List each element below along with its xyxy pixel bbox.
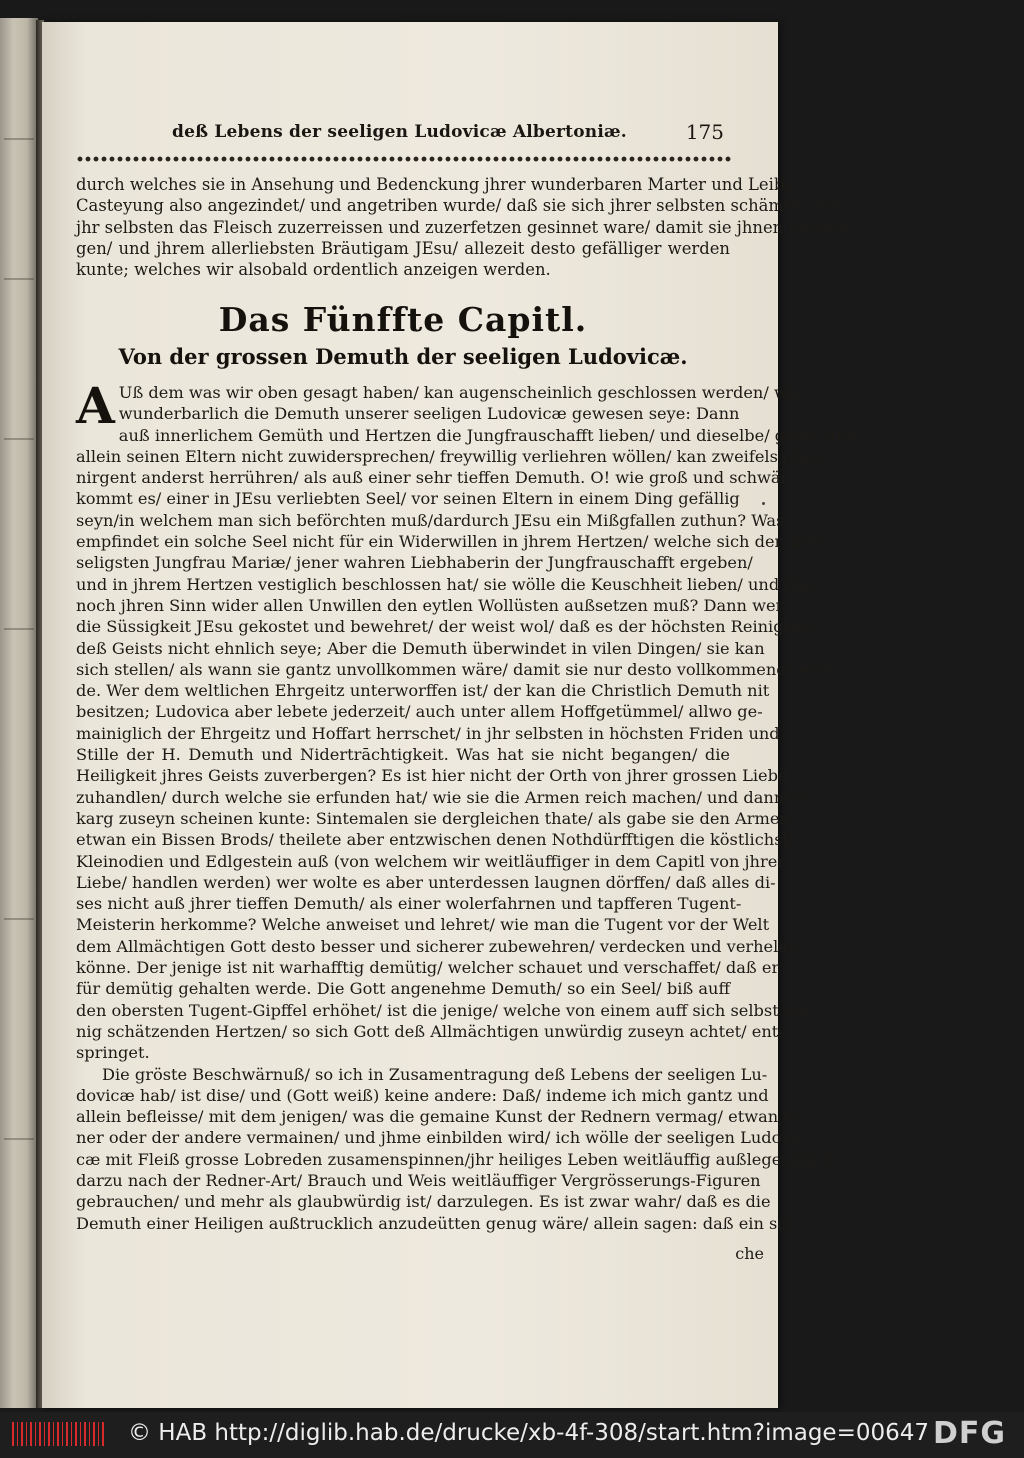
text-line: für demütig gehalten werde. Die Gott angenehme Demuth/ so ein Seel/ biß auff <box>76 979 730 999</box>
text-line: Heiligkeit jhres Geists zuverbergen? Es ist hier nicht der Orth von jhrer grossen Liebe <box>76 766 788 786</box>
text-line: allein befleisse/ mit dem jenigen/ was die gemaine Kunst der Rednern vermag/ etwan ei- <box>76 1107 804 1127</box>
text-line: besitzen; Ludovica aber lebete jederzeit/ auch unter allem Hoffgetümmel/ allwo ge- <box>76 702 763 722</box>
text-line: deß Geists nicht ehnlich seye; Aber die Demuth überwindet in vilen Dingen/ sie kan <box>76 638 765 658</box>
text-line: cæ mit Fleiß grosse Lobreden zusamenspinnen/jhr heiliges Leben weitläuffig außlegen/mich <box>76 1149 838 1169</box>
catchword: che <box>735 1244 764 1263</box>
barcode-icon <box>12 1422 104 1446</box>
text-line: den obersten Tugent-Gipffel erhöhet/ ist die jenige/ welche von einem auff sich selbst we- <box>76 1000 813 1020</box>
text-line: noch jhren Sinn wider allen Unwillen den eytlen Wollüsten außsetzen muß? Dann wer <box>76 595 784 615</box>
text-line: allein seinen Eltern nicht zuwidersprechen/ freywillig verliehren wöllen/ kan zweifels ohne <box>76 446 824 466</box>
text-line: zuhandlen/ durch welche sie erfunden hat/ wie sie die Armen reich machen/ und dannoch <box>76 787 814 807</box>
text-line: gen/ und jhrem allerliebsten Bräutigam JEsu/ allezeit desto gefälliger werden <box>76 238 730 258</box>
source-credit[interactable]: © HAB http://diglib.hab.de/drucke/xb-4f-308/start.htm?image=00647 <box>128 1420 930 1446</box>
page-number: 175 <box>685 120 724 144</box>
text-line: dovicæ hab/ ist dise/ und (Gott weiß) keine andere: Daß/ indeme ich mich gantz und <box>76 1085 769 1105</box>
text-line: darzu nach der Redner-Art/ Brauch und Weis weitläuffiger Vergrösserungs-Figuren <box>76 1170 761 1190</box>
text-line: auß innerlichem Gemüth und Hertzen die Jungfrauschafft lieben/ und dieselbe/ gantz und <box>118 425 857 445</box>
text-line: de. Wer dem weltlichen Ehrgeitz unterworffen ist/ der kan die Christlich Demuth nit <box>76 681 770 701</box>
intro-paragraph <box>76 174 856 280</box>
text-line: seligsten Jungfrau Mariæ/ jener wahren Liebhaberin der Jungfrauschafft ergeben/ <box>76 553 753 573</box>
text-line: Stille der H. Demuth und Nidertrāchtigkeit. Was hat sie nicht begangen/ die <box>76 745 730 765</box>
text-line: mainiglich der Ehrgeitz und Hoffart herrschet/ in jhr selbsten in höchsten Friden und <box>76 723 780 743</box>
drop-cap: A <box>76 376 115 435</box>
text-line: die Süssigkeit JEsu gekostet und bewehret/ der weist wol/ daß es der höchsten Reinigkeit <box>76 617 815 637</box>
text-line: kommt es/ einer in JEsu verliebten Seel/ vor seinen Eltern in einem Ding gefällig <box>76 489 740 509</box>
text-line: ses nicht auß jhrer tieffen Demuth/ als einer wolerfahrnen und tapfferen Tugent- <box>76 894 742 914</box>
text-line: seyn/in welchem man sich beförchten muß/dardurch JEsu ein Mißgfallen zuthun? Was <box>76 510 785 530</box>
chapter-body <box>76 376 857 1234</box>
running-title: deß Lebens der seeligen Ludovicæ Albertoniæ. <box>172 122 627 142</box>
viewer-footer <box>0 1412 1024 1458</box>
text-line: kunte; welches wir alsobald ordentlich anzeigen werden. <box>76 260 551 280</box>
text-line: Demuth einer Heiligen außtrucklich anzudeütten genug wäre/ allein sagen: daß ein sol- <box>76 1213 798 1233</box>
text-line: Uß dem was wir oben gesagt haben/ kan augenscheinlich geschlossen werden/ wie <box>118 383 803 402</box>
ornamental-rule <box>76 154 732 164</box>
text-line: Kleinodien und Edlgestein auß (von welchem wir weitläuffiger in dem Capitl von jhrer <box>76 851 786 871</box>
text-line: Meisterin herkomme? Welche anweiset und lehret/ wie man die Tugent vor der Welt <box>76 915 770 935</box>
text-line: sich stellen/ als wann sie gantz unvollkommen wäre/ damit sie nur desto vollkommener wer- <box>76 659 836 679</box>
text-line: und in jhrem Hertzen vestiglich beschlossen hat/ sie wölle die Keuschheit lieben/ und dän- <box>76 574 821 594</box>
chapter-title: Das Fünffte Capitl. <box>218 300 588 339</box>
text-line: etwan ein Bissen Brods/ theilete aber entzwischen denen Nothdürfftigen die köstlichste <box>76 830 799 850</box>
page-header <box>68 120 734 148</box>
text-line: wunderbarlich die Demuth unserer seeligen Ludovicæ gewesen seye: Dann <box>118 404 740 424</box>
text-line: empfindet ein solche Seel nicht für ein Widerwillen in jhrem Hertzen/ welche sich der aller- <box>76 532 831 552</box>
ink-speck <box>762 502 765 505</box>
text-line: könne. Der jenige ist nit warhafftig demütig/ welcher schauet und verschaffet/ daß er <box>76 958 780 978</box>
text-line: jhr selbsten das Fleisch zuzerreissen und zuzerfetzen gesinnet ware/ damit sie jhnen nachfol- <box>76 217 856 237</box>
chapter-subtitle: Von der grossen Demuth der seeligen Ludovicæ. <box>118 344 688 369</box>
book-page <box>42 22 857 1408</box>
text-line: Die gröste Beschwärnuß/ so ich in Zusamentragung deß Lebens der seeligen Lu- <box>102 1064 768 1084</box>
text-line: Liebe/ handlen werden) wer wolte es aber unterdessen laugnen dörffen/ daß alles di- <box>76 872 776 892</box>
text-line: nirgent anderst herrühren/ als auß einer sehr tieffen Demuth. O! wie groß und schwär <box>76 468 789 488</box>
text-line: dem Allmächtigen Gott desto besser und sicherer zubewehren/ verdecken und verhelen <box>76 936 799 956</box>
previous-page-edge <box>0 18 38 1408</box>
text-line: Casteyung also angezindet/ und angetriben wurde/ daß sie sich jhrer selbsten schämte/ und <box>76 196 843 216</box>
text-line: springet. <box>76 1043 150 1063</box>
text-line: karg zuseyn scheinen kunte: Sintemalen sie dergleichen thate/ als gabe sie den Armen <box>76 808 790 828</box>
text-line: nig schätzenden Hertzen/ so sich Gott deß Allmächtigen unwürdig zuseyn achtet/ ent- <box>76 1021 784 1041</box>
text-line: ner oder der andere vermainen/ und jhme einbilden wird/ ich wölle der seeligen Ludovi- <box>76 1128 802 1148</box>
text-line: gebrauchen/ und mehr als glaubwürdig ist/ darzulegen. Es ist zwar wahr/ daß es die <box>76 1192 771 1212</box>
text-line: durch welches sie in Ansehung und Bedenckung jhrer wunderbaren Marter und Leibs <box>76 175 793 194</box>
dfg-logo: DFG <box>932 1416 1006 1451</box>
